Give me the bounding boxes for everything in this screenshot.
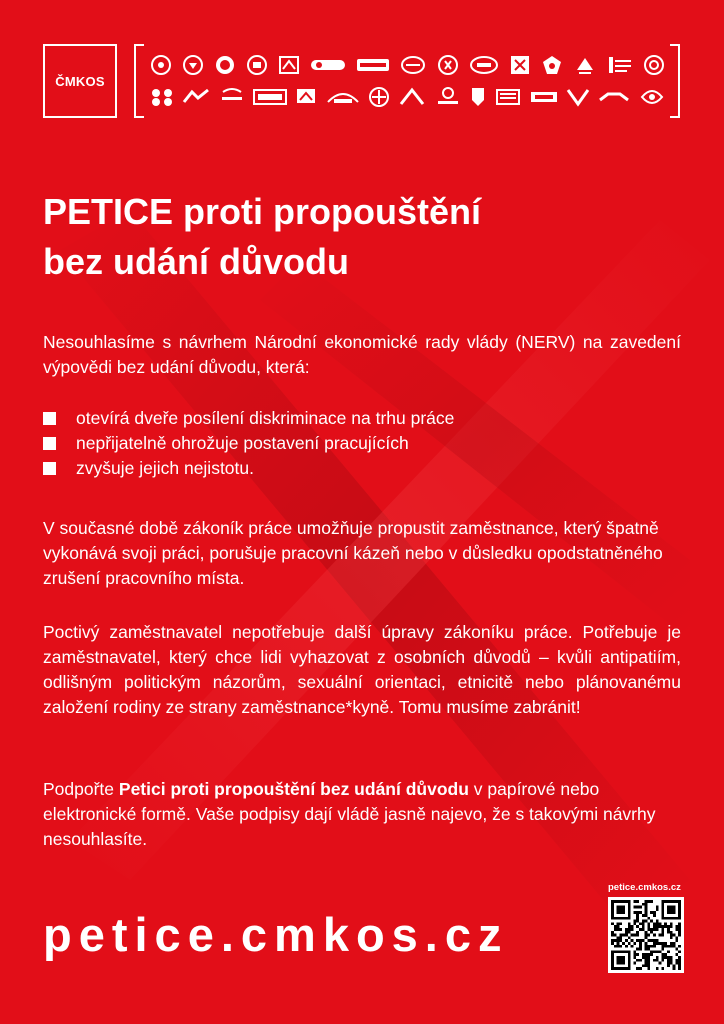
union-logo-icon <box>573 54 597 76</box>
union-logo-icon <box>437 54 459 76</box>
union-logo-icon <box>607 54 633 76</box>
union-logo-icon <box>246 54 268 76</box>
member-logos-bracket-right <box>670 44 680 118</box>
post-horn-icon <box>639 86 665 108</box>
qr-code-label: petice.cmkos.cz <box>608 882 681 893</box>
union-logo-jtp-icon <box>469 54 499 76</box>
petition-url[interactable]: petice.cmkos.cz <box>43 908 509 961</box>
list-item: otevírá dveře posílení diskriminace na trhu práce <box>43 406 454 431</box>
union-logo-icon <box>182 54 204 76</box>
square-bullet-icon <box>43 412 56 425</box>
union-logo-uzo-icon <box>530 86 558 108</box>
union-logo-osd-icon <box>356 54 390 76</box>
title-line-1: PETICE proti propouštění <box>43 191 481 232</box>
union-logo-ospvv-icon <box>219 86 245 108</box>
union-logo-icon <box>598 86 630 108</box>
title-line-2: bez udání důvodu <box>43 241 349 282</box>
reasons-list <box>43 406 454 481</box>
union-logo-icon <box>398 86 426 108</box>
union-logo-icon <box>150 54 172 76</box>
union-logo-icon <box>509 54 531 76</box>
list-item: nepřijatelně ohrožuje postavení pracujících <box>43 431 454 456</box>
union-logo-icon <box>182 86 210 108</box>
qr-code-icon[interactable] <box>608 897 684 973</box>
union-logo-icon <box>295 86 317 108</box>
union-logo-ssoop-icon <box>435 86 461 108</box>
labour-code-paragraph: V současné době zákoník práce umožňuje propustit zaměstnance, který špatně vykonává svoji práci, porušuje pracovní kázeň nebo v důsledku opodstatněného zrušení pracovního místa. <box>43 518 663 588</box>
qr-code-pattern <box>611 900 681 970</box>
square-bullet-icon <box>43 437 56 450</box>
union-logo-icon <box>310 54 346 76</box>
union-logo-icon <box>278 54 300 76</box>
intro-paragraph: Nesouhlasíme s návrhem Národní ekonomické rady vlády (NERV) na zavedení výpovědi bez udání důvodu, která: <box>43 332 681 377</box>
union-logo-icon <box>469 86 487 108</box>
union-logo-icon <box>368 86 390 108</box>
member-logos-row-2 <box>150 86 665 108</box>
union-logo-icon <box>214 54 236 76</box>
union-logo-icon <box>150 86 174 108</box>
union-logo-vos-icon <box>566 86 590 108</box>
petition-name: Petici proti propouštění bez udání důvodu <box>118 779 469 799</box>
union-logo-icon <box>495 86 521 108</box>
union-logo-icon <box>643 54 665 76</box>
member-logos-bracket-left <box>134 44 144 118</box>
union-logo-icon <box>400 54 426 76</box>
union-logo-ossoo-icon <box>253 86 287 108</box>
list-item: zvyšuje jejich nejistotu. <box>43 456 454 481</box>
call-to-action-paragraph: Podpořte Petici proti propouštění bez udání důvodu v papírové nebo elektronické formě. Vaše podpisy dají vládě jasně najevo, že s takovými návrhy nesouhlasíte. <box>43 779 656 849</box>
page-title <box>43 187 481 287</box>
union-logo-icon <box>541 54 563 76</box>
employer-paragraph: Poctivý zaměstnavatel nepotřebuje další úpravy zákoníku práce. Potřebuje je zaměstnavatel, který chce lidi vyhazovat z osobních důvodů – kvůli antipatiím, odlišným politickým názorům, sexuální orientaci, etnicitě nebo plánovanému založení rodiny ze strany zaměstnance*kyně. Tomu musíme zabránit! <box>43 622 681 717</box>
union-logo-icon <box>326 86 360 108</box>
cmkos-logo: ČMKOS <box>43 44 117 118</box>
member-logos-row-1 <box>150 54 665 76</box>
square-bullet-icon <box>43 462 56 475</box>
